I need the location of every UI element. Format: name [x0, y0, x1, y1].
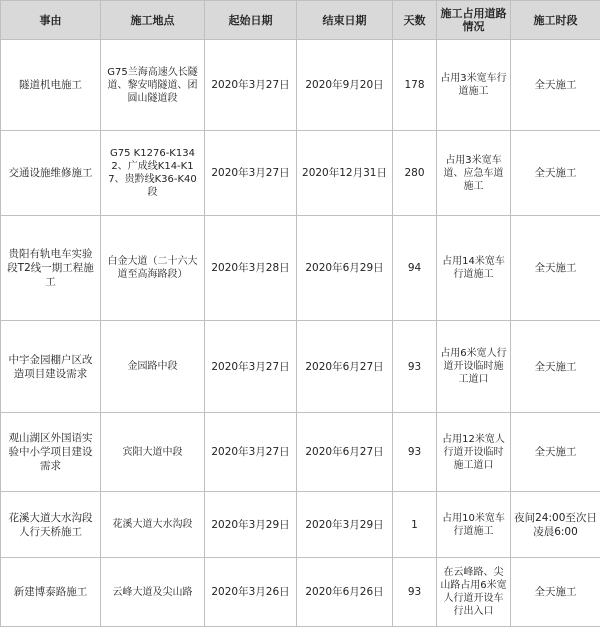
cell-event: 新建博泰路施工	[1, 558, 101, 627]
header-end-date: 结束日期	[297, 1, 393, 40]
cell-end-date: 2020年9月20日	[297, 40, 393, 131]
cell-start-date: 2020年3月27日	[205, 40, 297, 131]
cell-start-date: 2020年3月28日	[205, 216, 297, 321]
cell-road-usage: 占用14米宽车行道施工	[437, 216, 511, 321]
cell-days: 93	[393, 413, 437, 492]
cell-days: 178	[393, 40, 437, 131]
cell-end-date: 2020年6月26日	[297, 558, 393, 627]
cell-end-date: 2020年6月29日	[297, 216, 393, 321]
header-row	[1, 1, 600, 40]
cell-event: 观山湖区外国语实验中小学项目建设需求	[1, 413, 101, 492]
cell-road-usage: 占用6米宽人行道开设临时施工道口	[437, 321, 511, 413]
table-row	[1, 492, 600, 558]
cell-road-usage: 在云峰路、尖山路占用6米宽人行道开设车行出入口	[437, 558, 511, 627]
table-row	[1, 216, 600, 321]
cell-time-period: 全天施工	[511, 413, 600, 492]
cell-start-date: 2020年3月27日	[205, 413, 297, 492]
cell-days: 93	[393, 321, 437, 413]
cell-start-date: 2020年3月29日	[205, 492, 297, 558]
cell-road-usage: 占用10米宽车行道施工	[437, 492, 511, 558]
header-days: 天数	[393, 1, 437, 40]
cell-location: 云峰大道及尖山路	[101, 558, 205, 627]
table-row	[1, 558, 600, 627]
cell-location: G75兰海高速久长隧道、黎安哨隧道、团圆山隧道段	[101, 40, 205, 131]
cell-days: 93	[393, 558, 437, 627]
cell-time-period: 全天施工	[511, 131, 600, 216]
cell-time-period: 夜间24:00至次日凌晨6:00	[511, 492, 600, 558]
cell-start-date: 2020年3月27日	[205, 131, 297, 216]
cell-event: 中宇金园棚户区改造项目建设需求	[1, 321, 101, 413]
cell-time-period: 全天施工	[511, 321, 600, 413]
cell-time-period: 全天施工	[511, 216, 600, 321]
cell-time-period: 全天施工	[511, 40, 600, 131]
header-event: 事由	[1, 1, 101, 40]
cell-start-date: 2020年3月26日	[205, 558, 297, 627]
cell-location: 白金大道（二十六大道至高海路段）	[101, 216, 205, 321]
cell-event: 贵阳有轨电车实验段T2线一期工程施工	[1, 216, 101, 321]
header-road-usage: 施工占用道路情况	[437, 1, 511, 40]
cell-event: 隧道机电施工	[1, 40, 101, 131]
cell-time-period: 全天施工	[511, 558, 600, 627]
header-location: 施工地点	[101, 1, 205, 40]
cell-event: 花溪大道大水沟段人行天桥施工	[1, 492, 101, 558]
cell-location: G75 K1276-K1342、广成线K14-K17、贵黔线K36-K40段	[101, 131, 205, 216]
cell-days: 1	[393, 492, 437, 558]
cell-end-date: 2020年12月31日	[297, 131, 393, 216]
cell-event: 交通设施维修施工	[1, 131, 101, 216]
cell-days: 94	[393, 216, 437, 321]
table-row	[1, 131, 600, 216]
header-time-period: 施工时段	[511, 1, 600, 40]
cell-location: 金园路中段	[101, 321, 205, 413]
cell-end-date: 2020年3月29日	[297, 492, 393, 558]
cell-end-date: 2020年6月27日	[297, 321, 393, 413]
cell-road-usage: 占用3米宽车行道施工	[437, 40, 511, 131]
table-row	[1, 413, 600, 492]
table-row	[1, 40, 600, 131]
cell-road-usage: 占用12米宽人行道开设临时施工道口	[437, 413, 511, 492]
cell-start-date: 2020年3月27日	[205, 321, 297, 413]
header-start-date: 起始日期	[205, 1, 297, 40]
cell-days: 280	[393, 131, 437, 216]
cell-road-usage: 占用3米宽车道、应急车道施工	[437, 131, 511, 216]
table-row	[1, 321, 600, 413]
cell-location: 花溪大道大水沟段	[101, 492, 205, 558]
cell-location: 宾阳大道中段	[101, 413, 205, 492]
cell-end-date: 2020年6月27日	[297, 413, 393, 492]
